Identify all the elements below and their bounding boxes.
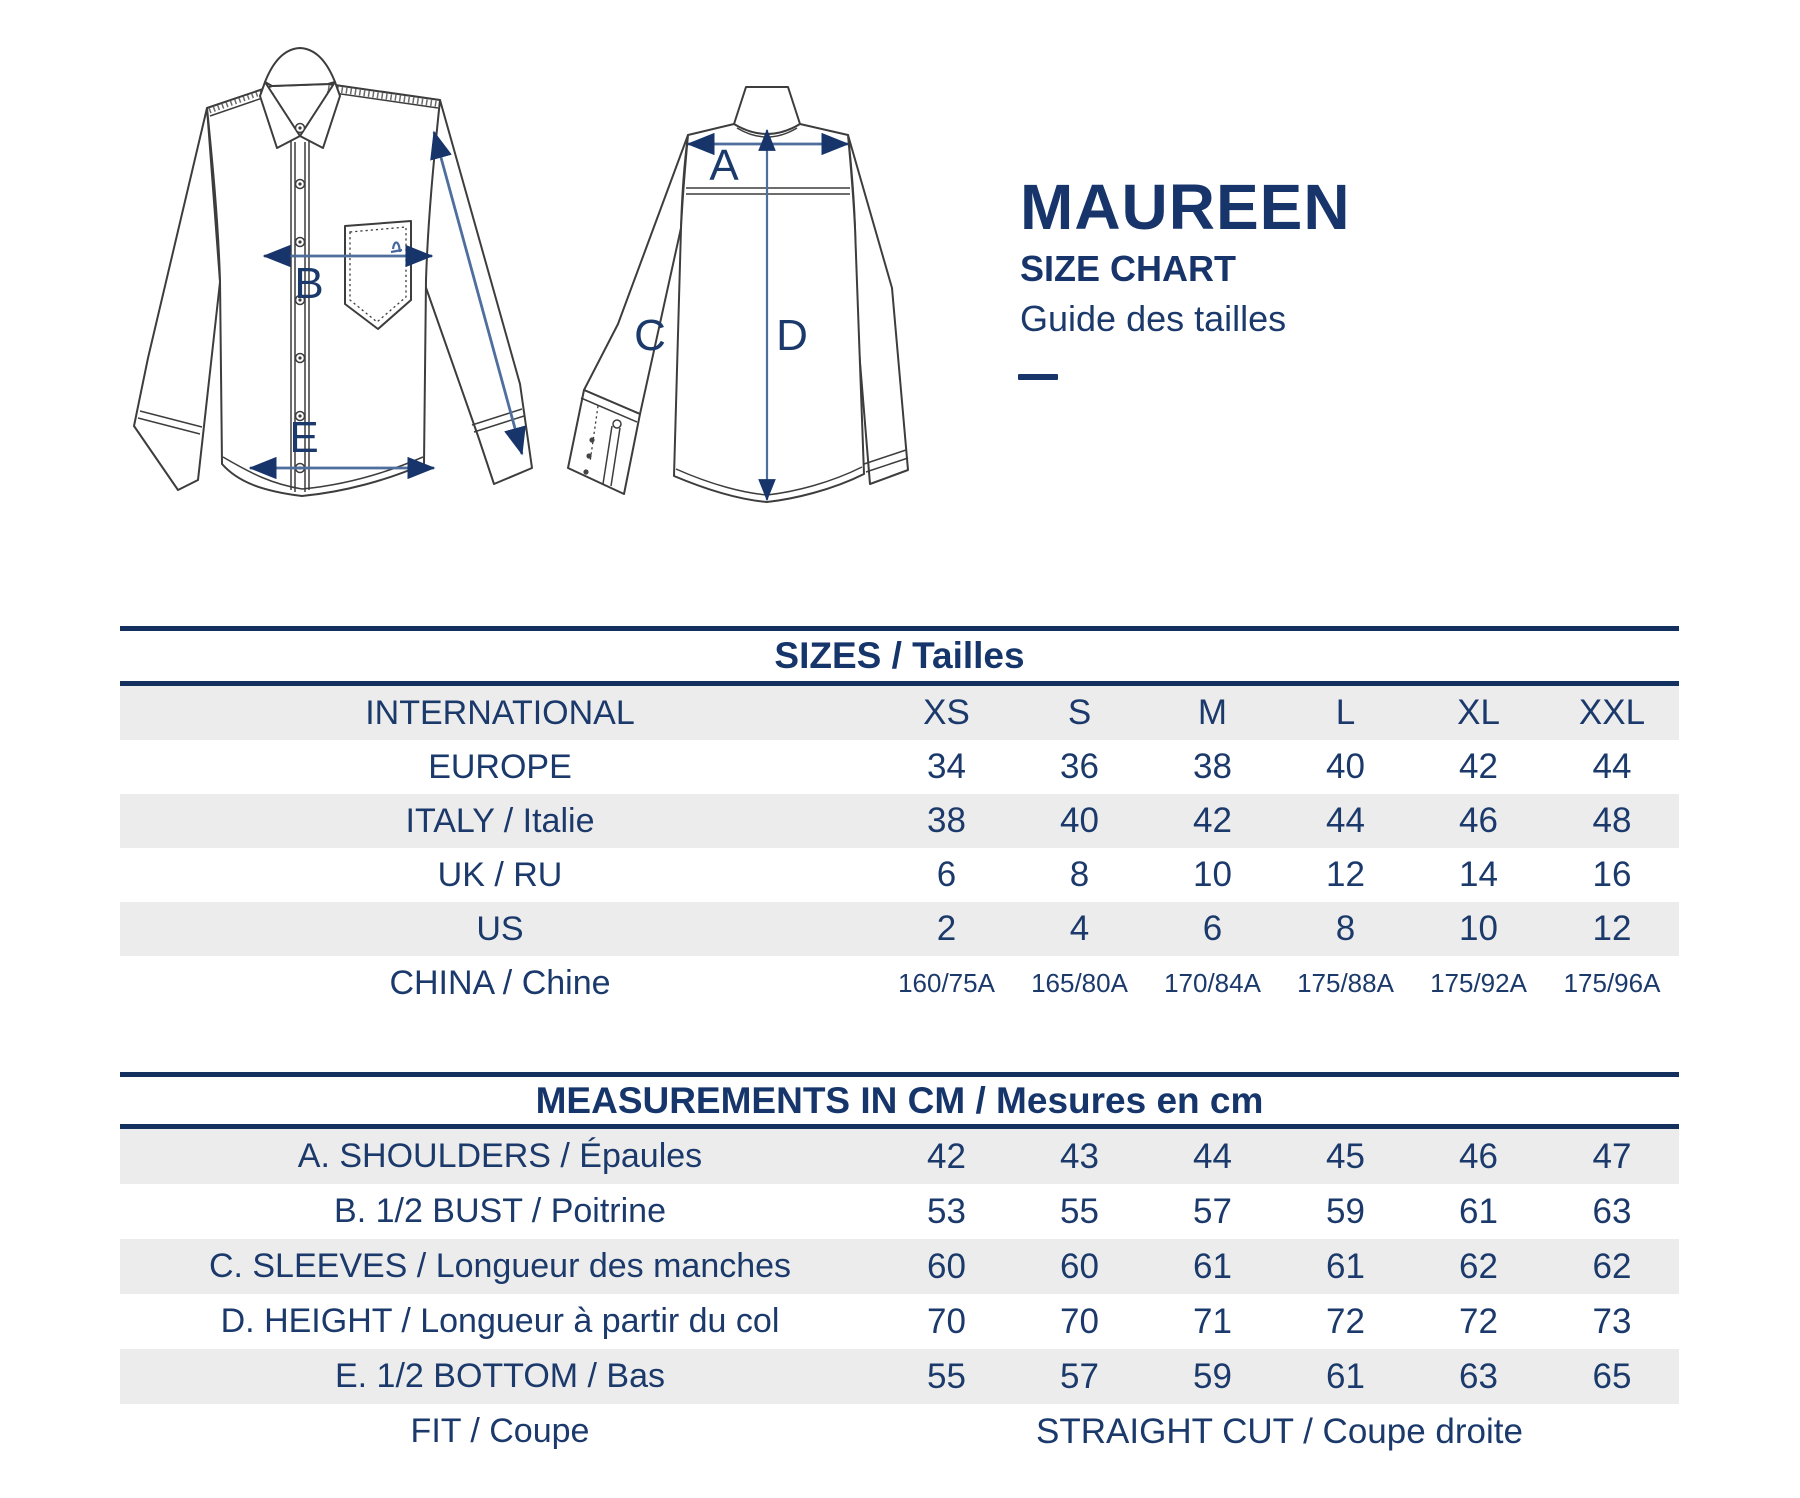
measure-cell: 57 xyxy=(1060,1356,1099,1396)
size-cell: 38 xyxy=(1193,747,1232,786)
row-bust xyxy=(120,1184,1679,1239)
size-cell: 165/80A xyxy=(1031,967,1128,998)
size-cell: 38 xyxy=(927,801,966,840)
sizes-table-title: SIZES / Tailles xyxy=(120,626,1679,686)
size-cell: 2 xyxy=(936,909,957,948)
row-height xyxy=(120,1294,1679,1349)
size-cell: 44 xyxy=(1326,801,1365,840)
measure-cell: 60 xyxy=(927,1246,966,1286)
row-bottom xyxy=(120,1349,1679,1404)
back-collar xyxy=(734,87,800,134)
size-cell: 14 xyxy=(1459,855,1498,894)
row-label: C. SLEEVES / Longueur des manches xyxy=(208,1247,792,1285)
size-cell: 10 xyxy=(1459,909,1498,948)
front-collar-band xyxy=(265,48,335,86)
row-label: FIT / Coupe xyxy=(410,1412,590,1450)
size-cell: 12 xyxy=(1326,855,1365,894)
measure-cell: 47 xyxy=(1592,1136,1632,1176)
size-cell: 4 xyxy=(1069,909,1090,948)
row-international xyxy=(120,686,1679,740)
front-shirt-drawing xyxy=(112,36,542,511)
measure-cell: 65 xyxy=(1592,1356,1632,1396)
measurements-table-title: MEASUREMENTS IN CM / Mesures en cm xyxy=(120,1072,1679,1129)
measure-c-label: C xyxy=(634,311,666,360)
row-china xyxy=(120,956,1679,1010)
sizes-table xyxy=(120,626,1679,1010)
measure-cell: 59 xyxy=(1326,1191,1365,1231)
page-title: MAUREEN xyxy=(1020,171,1351,243)
row-label: EUROPE xyxy=(428,747,572,786)
measure-cell: 44 xyxy=(1193,1136,1232,1176)
measure-cell: 60 xyxy=(1060,1246,1099,1286)
measure-cell: 61 xyxy=(1326,1356,1365,1396)
size-cell: XL xyxy=(1457,693,1500,732)
page-subtitle: SIZE CHART xyxy=(1020,248,1236,289)
size-cell: 6 xyxy=(1202,909,1223,948)
measure-cell: 63 xyxy=(1459,1356,1498,1396)
measure-cell: 43 xyxy=(1060,1136,1099,1176)
size-cell: S xyxy=(1067,693,1092,732)
row-fit xyxy=(120,1404,1679,1459)
size-cell: 175/96A xyxy=(1563,967,1661,998)
row-shoulders xyxy=(120,1129,1679,1184)
measure-cell: 63 xyxy=(1592,1191,1632,1231)
row-label: ITALY / Italie xyxy=(405,801,595,840)
measure-cell: 70 xyxy=(927,1301,966,1341)
title-dash-rule xyxy=(1018,374,1058,380)
size-cell: 40 xyxy=(1326,747,1365,786)
row-label: US xyxy=(476,909,524,948)
measure-cell: 70 xyxy=(1060,1301,1099,1341)
back-left-sleeve xyxy=(584,135,688,414)
measure-cell: 71 xyxy=(1193,1301,1232,1341)
size-cell: 12 xyxy=(1592,909,1632,948)
measure-cell: 55 xyxy=(1060,1191,1099,1231)
measure-cell: 62 xyxy=(1459,1246,1498,1286)
size-cell: 42 xyxy=(1193,801,1232,840)
size-cell: M xyxy=(1197,693,1228,732)
row-label: CHINA / Chine xyxy=(389,963,611,1002)
measure-cell: 62 xyxy=(1592,1246,1632,1286)
size-cell: L xyxy=(1335,693,1356,732)
row-label: D. HEIGHT / Longueur à partir du col xyxy=(220,1302,780,1340)
size-cell: 48 xyxy=(1592,801,1632,840)
size-cell: XS xyxy=(923,693,970,732)
size-cell: 42 xyxy=(1459,747,1498,786)
measure-cell: 53 xyxy=(927,1191,966,1231)
measure-cell: 55 xyxy=(927,1356,966,1396)
measure-cell: 42 xyxy=(927,1136,966,1176)
measure-a-label: A xyxy=(709,141,739,190)
size-cell: 16 xyxy=(1592,855,1632,894)
fit-value: STRAIGHT CUT / Coupe droite xyxy=(1036,1411,1523,1451)
measure-cell: 72 xyxy=(1459,1301,1498,1341)
size-cell: 8 xyxy=(1335,909,1356,948)
measure-cell: 73 xyxy=(1592,1301,1632,1341)
page-subtitle-fr: Guide des tailles xyxy=(1020,298,1287,339)
size-cell: 40 xyxy=(1060,801,1099,840)
measure-cell: 61 xyxy=(1459,1191,1498,1231)
row-uk xyxy=(120,848,1679,902)
measure-cell: 45 xyxy=(1326,1136,1365,1176)
size-cell: 36 xyxy=(1060,747,1099,786)
size-cell: 8 xyxy=(1069,855,1090,894)
size-cell: 175/92A xyxy=(1430,967,1527,998)
measure-cell: 46 xyxy=(1459,1136,1498,1176)
measure-cell: 57 xyxy=(1193,1191,1232,1231)
size-cell: 44 xyxy=(1592,747,1632,786)
size-cell: 10 xyxy=(1193,855,1232,894)
back-cuff-placket-top xyxy=(613,420,621,428)
measure-b-label: B xyxy=(294,259,324,308)
row-italy xyxy=(120,794,1679,848)
row-sleeves xyxy=(120,1239,1679,1294)
size-cell: 170/84A xyxy=(1164,967,1261,998)
measure-cell: 61 xyxy=(1326,1246,1365,1286)
back-shirt-drawing xyxy=(540,38,920,518)
row-label: UK / RU xyxy=(437,855,563,894)
row-label: INTERNATIONAL xyxy=(365,693,635,732)
measurements-table xyxy=(120,1072,1679,1459)
row-label: A. SHOULDERS / Épaules xyxy=(297,1137,703,1175)
measure-cell: 72 xyxy=(1326,1301,1365,1341)
row-label: E. 1/2 BOTTOM / Bas xyxy=(334,1357,666,1395)
size-cell: 6 xyxy=(936,855,957,894)
size-cell: 175/88A xyxy=(1297,967,1394,998)
row-us xyxy=(120,902,1679,956)
measure-d-label: D xyxy=(776,311,808,360)
row-label: B. 1/2 BUST / Poitrine xyxy=(334,1192,666,1230)
front-left-sleeve xyxy=(134,108,220,490)
measure-e-label: E xyxy=(289,413,319,462)
back-body xyxy=(674,124,864,502)
measure-cell: 59 xyxy=(1193,1356,1232,1396)
size-cell: 34 xyxy=(927,747,966,786)
row-europe xyxy=(120,740,1679,794)
measure-cell: 61 xyxy=(1193,1246,1232,1286)
size-cell: XXL xyxy=(1578,693,1646,732)
size-cell: 160/75A xyxy=(898,967,995,998)
size-cell: 46 xyxy=(1459,801,1498,840)
